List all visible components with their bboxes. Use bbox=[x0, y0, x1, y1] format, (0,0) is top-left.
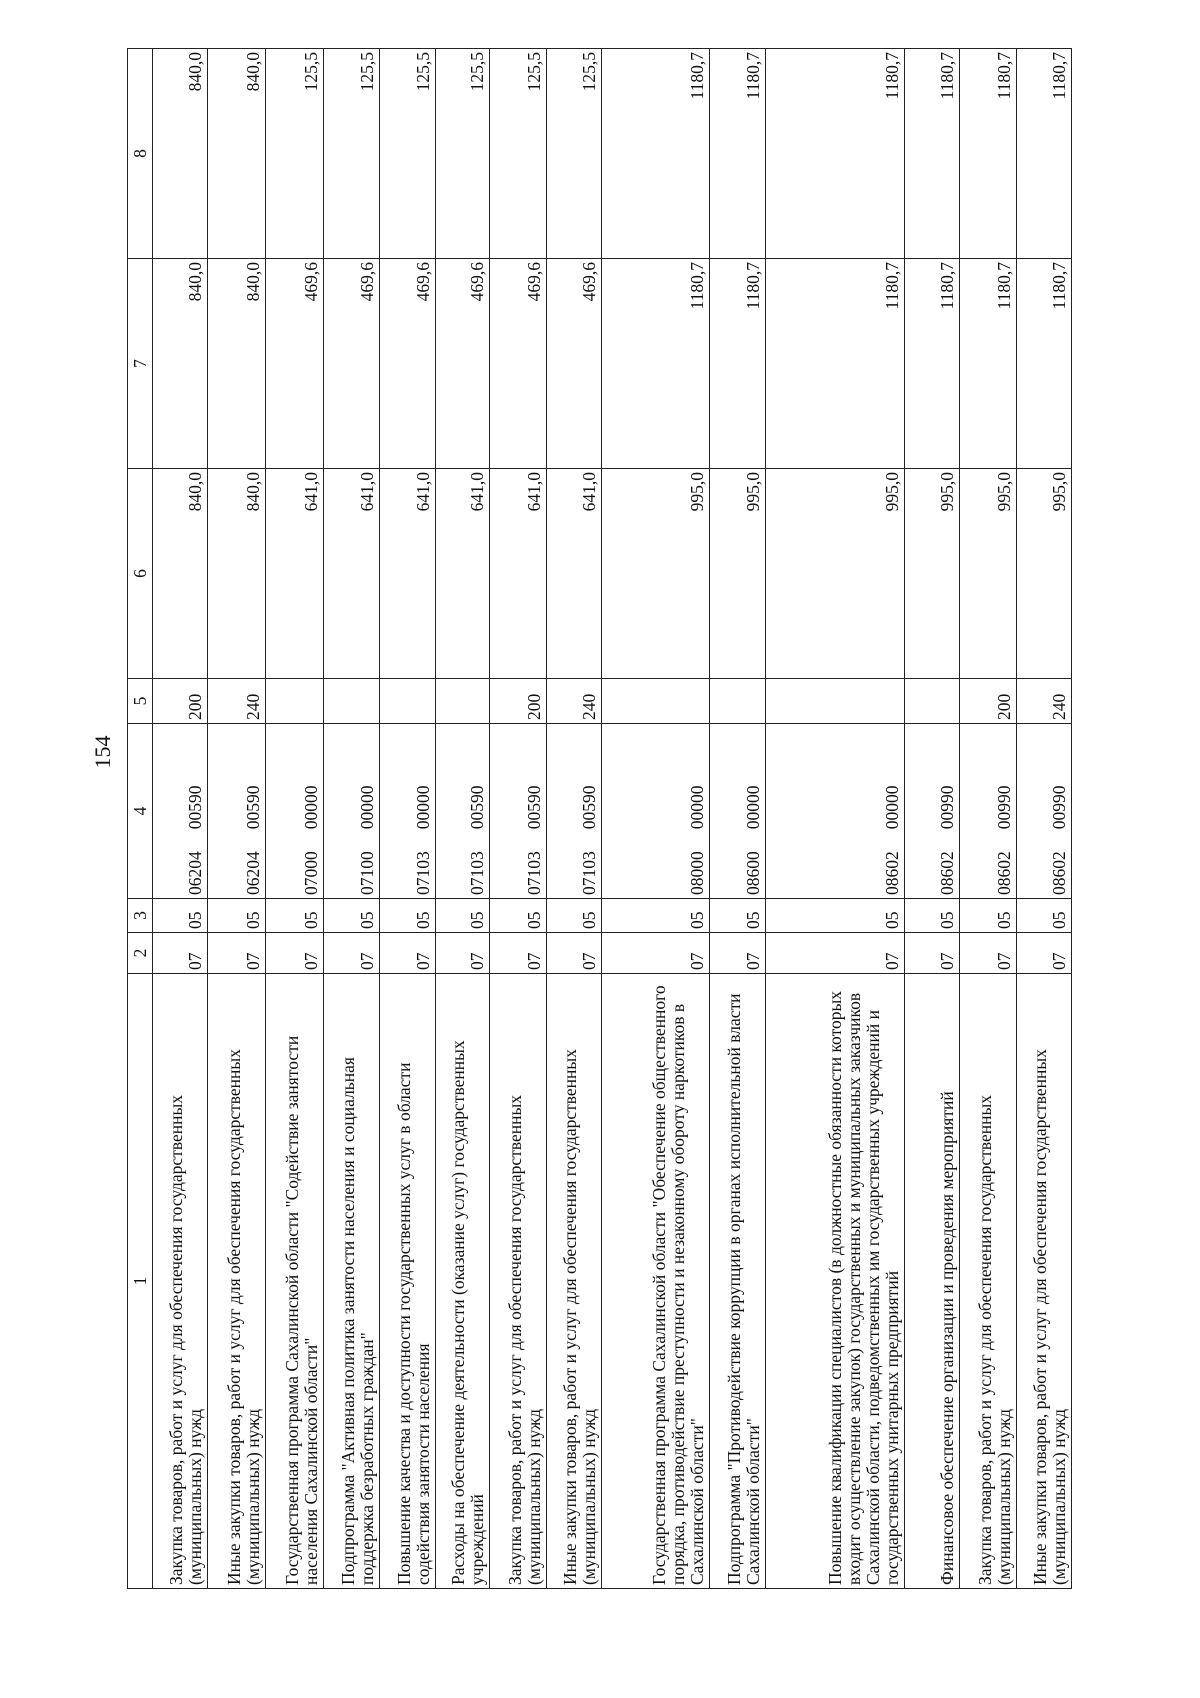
table-row bbox=[765, 49, 904, 1589]
table-row bbox=[379, 49, 435, 1589]
amount-col-8: 1180,7 bbox=[765, 49, 904, 259]
program-code: 07100 bbox=[356, 851, 377, 895]
amount-col-6: 995,0 bbox=[904, 469, 959, 679]
amount-col-6: 995,0 bbox=[601, 469, 709, 679]
program-code: 08602 bbox=[881, 851, 902, 895]
amount-col-6: 641,0 bbox=[546, 469, 601, 679]
direction-code: 00000 bbox=[413, 785, 434, 830]
program-code: 08602 bbox=[993, 851, 1014, 895]
program-code: 08000 bbox=[687, 851, 708, 895]
row-description: Закупка товаров, работ и услуг для обеспечения государственных (муниципальных) нужд bbox=[960, 974, 1016, 1589]
amount-col-6: 840,0 bbox=[208, 469, 266, 679]
subsection-code: 05 bbox=[265, 899, 324, 933]
amount-col-6: 641,0 bbox=[436, 469, 490, 679]
amount-col-8: 125,5 bbox=[324, 49, 379, 259]
section-code: 07 bbox=[379, 933, 435, 974]
expense-type-code bbox=[710, 679, 765, 724]
row-description: Повышение качества и доступности государственных услуг в области содействия занятости населения bbox=[379, 974, 435, 1589]
subsection-code: 05 bbox=[490, 899, 546, 933]
amount-col-6: 840,0 bbox=[153, 469, 208, 679]
target-article-code bbox=[710, 724, 765, 899]
target-article-code bbox=[436, 724, 490, 899]
target-article-code bbox=[208, 724, 266, 899]
amount-col-7: 840,0 bbox=[153, 259, 208, 469]
row-description: Закупка товаров, работ и услуг для обеспечения государственных (муниципальных) нужд bbox=[490, 974, 546, 1589]
subsection-code: 05 bbox=[546, 899, 601, 933]
amount-col-7: 1180,7 bbox=[960, 259, 1016, 469]
section-code: 07 bbox=[960, 933, 1016, 974]
budget-table-sheet bbox=[127, 49, 1072, 1589]
target-article-code bbox=[265, 724, 324, 899]
expense-type-code: 200 bbox=[490, 679, 546, 724]
column-header-2: 2 bbox=[128, 933, 153, 974]
expense-type-code bbox=[324, 679, 379, 724]
program-code: 06204 bbox=[242, 851, 263, 895]
column-header-3: 3 bbox=[128, 899, 153, 933]
row-description: Закупка товаров, работ и услуг для обеспечения государственных (муниципальных) нужд bbox=[153, 974, 208, 1589]
section-code: 07 bbox=[546, 933, 601, 974]
column-header-7: 7 bbox=[128, 259, 153, 469]
table-row bbox=[324, 49, 379, 1589]
amount-col-8: 1180,7 bbox=[601, 49, 709, 259]
table-row bbox=[601, 49, 709, 1589]
program-code: 08600 bbox=[742, 851, 763, 895]
direction-code: 00590 bbox=[578, 785, 599, 830]
row-description: Государственная программа Сахалинской области "Содействие занятости населения Сахалинской области" bbox=[265, 974, 324, 1589]
amount-col-8: 125,5 bbox=[546, 49, 601, 259]
table-row bbox=[546, 49, 601, 1589]
table-row bbox=[904, 49, 959, 1589]
section-code: 07 bbox=[436, 933, 490, 974]
subsection-code: 05 bbox=[710, 899, 765, 933]
direction-code: 00590 bbox=[467, 785, 488, 830]
direction-code: 00000 bbox=[356, 785, 377, 830]
amount-col-7: 469,6 bbox=[265, 259, 324, 469]
amount-col-8: 1180,7 bbox=[904, 49, 959, 259]
section-code: 07 bbox=[208, 933, 266, 974]
column-header-8: 8 bbox=[128, 49, 153, 259]
direction-code: 00000 bbox=[687, 785, 708, 830]
subsection-code: 05 bbox=[379, 899, 435, 933]
section-code: 07 bbox=[490, 933, 546, 974]
row-description: Иные закупки товаров, работ и услуг для обеспечения государственных (муниципальных) нужд bbox=[546, 974, 601, 1589]
table-header bbox=[128, 49, 153, 1589]
amount-col-7: 1180,7 bbox=[904, 259, 959, 469]
row-description: Иные закупки товаров, работ и услуг для обеспечения государственных (муниципальных) нужд bbox=[208, 974, 266, 1589]
amount-col-7: 1180,7 bbox=[601, 259, 709, 469]
amount-col-7: 840,0 bbox=[208, 259, 266, 469]
direction-code: 00990 bbox=[937, 785, 958, 830]
section-code: 07 bbox=[265, 933, 324, 974]
subsection-code: 05 bbox=[601, 899, 709, 933]
amount-col-8: 1180,7 bbox=[710, 49, 765, 259]
expense-type-code: 240 bbox=[546, 679, 601, 724]
amount-col-7: 469,6 bbox=[546, 259, 601, 469]
row-description: Государственная программа Сахалинской области "Обеспечение общественного порядка, противодействие преступности и незаконному обороту наркотиков в Сахалинской области" bbox=[601, 974, 709, 1589]
target-article-code bbox=[601, 724, 709, 899]
target-article-code bbox=[904, 724, 959, 899]
row-description: Иные закупки товаров, работ и услуг для обеспечения государственных (муниципальных) нужд bbox=[1016, 974, 1071, 1589]
amount-col-8: 125,5 bbox=[436, 49, 490, 259]
table-row bbox=[153, 49, 208, 1589]
table-row bbox=[208, 49, 266, 1589]
amount-col-7: 1180,7 bbox=[710, 259, 765, 469]
direction-code: 00990 bbox=[993, 785, 1014, 830]
expense-type-code: 200 bbox=[960, 679, 1016, 724]
subsection-code: 05 bbox=[960, 899, 1016, 933]
amount-col-6: 641,0 bbox=[379, 469, 435, 679]
subsection-code: 05 bbox=[765, 899, 904, 933]
amount-col-6: 641,0 bbox=[324, 469, 379, 679]
section-code: 07 bbox=[710, 933, 765, 974]
subsection-code: 05 bbox=[436, 899, 490, 933]
amount-col-7: 469,6 bbox=[490, 259, 546, 469]
column-header-6: 6 bbox=[128, 469, 153, 679]
target-article-code bbox=[153, 724, 208, 899]
expense-type-code bbox=[379, 679, 435, 724]
program-code: 06204 bbox=[185, 851, 206, 895]
amount-col-8: 1180,7 bbox=[960, 49, 1016, 259]
amount-col-7: 1180,7 bbox=[765, 259, 904, 469]
direction-code: 00590 bbox=[242, 785, 263, 830]
expense-type-code bbox=[904, 679, 959, 724]
target-article-code bbox=[490, 724, 546, 899]
amount-col-6: 995,0 bbox=[1016, 469, 1071, 679]
subsection-code: 05 bbox=[208, 899, 266, 933]
header-row bbox=[128, 49, 153, 1589]
program-code: 07000 bbox=[301, 851, 322, 895]
column-header-5: 5 bbox=[128, 679, 153, 724]
program-code: 07103 bbox=[523, 851, 544, 895]
subsection-code: 05 bbox=[153, 899, 208, 933]
amount-col-8: 840,0 bbox=[208, 49, 266, 259]
direction-code: 00590 bbox=[523, 785, 544, 830]
amount-col-7: 469,6 bbox=[379, 259, 435, 469]
target-article-code bbox=[379, 724, 435, 899]
row-description: Подпрограмма "Противодействие коррупции в органах исполнительной власти Сахалинской области" bbox=[710, 974, 765, 1589]
table-row bbox=[1016, 49, 1071, 1589]
target-article-code bbox=[765, 724, 904, 899]
row-description: Финансовое обеспечение организации и проведения мероприятий bbox=[904, 974, 959, 1589]
amount-col-8: 125,5 bbox=[379, 49, 435, 259]
amount-col-8: 840,0 bbox=[153, 49, 208, 259]
amount-col-7: 1180,7 bbox=[1016, 259, 1071, 469]
direction-code: 00000 bbox=[881, 785, 902, 830]
target-article-code bbox=[546, 724, 601, 899]
subsection-code: 05 bbox=[1016, 899, 1071, 933]
page-number: 154 bbox=[90, 735, 115, 769]
amount-col-8: 125,5 bbox=[490, 49, 546, 259]
program-code: 08602 bbox=[937, 851, 958, 895]
amount-col-6: 995,0 bbox=[960, 469, 1016, 679]
subsection-code: 05 bbox=[904, 899, 959, 933]
section-code: 07 bbox=[153, 933, 208, 974]
direction-code: 00000 bbox=[301, 785, 322, 830]
budget-table bbox=[127, 48, 1072, 1589]
table-row bbox=[960, 49, 1016, 1589]
section-code: 07 bbox=[1016, 933, 1071, 974]
amount-col-6: 641,0 bbox=[265, 469, 324, 679]
section-code: 07 bbox=[601, 933, 709, 974]
table-row bbox=[490, 49, 546, 1589]
amount-col-8: 1180,7 bbox=[1016, 49, 1071, 259]
amount-col-6: 995,0 bbox=[710, 469, 765, 679]
program-code: 07103 bbox=[578, 851, 599, 895]
table-row bbox=[710, 49, 765, 1589]
expense-type-code: 200 bbox=[153, 679, 208, 724]
expense-type-code bbox=[265, 679, 324, 724]
program-code: 07103 bbox=[413, 851, 434, 895]
section-code: 07 bbox=[904, 933, 959, 974]
direction-code: 00000 bbox=[742, 785, 763, 830]
section-code: 07 bbox=[765, 933, 904, 974]
target-article-code bbox=[324, 724, 379, 899]
amount-col-7: 469,6 bbox=[324, 259, 379, 469]
target-article-code bbox=[960, 724, 1016, 899]
amount-col-7: 469,6 bbox=[436, 259, 490, 469]
table-row bbox=[265, 49, 324, 1589]
section-code: 07 bbox=[324, 933, 379, 974]
expense-type-code bbox=[436, 679, 490, 724]
expense-type-code: 240 bbox=[208, 679, 266, 724]
expense-type-code bbox=[765, 679, 904, 724]
expense-type-code bbox=[601, 679, 709, 724]
table-row bbox=[436, 49, 490, 1589]
expense-type-code: 240 bbox=[1016, 679, 1071, 724]
amount-col-6: 995,0 bbox=[765, 469, 904, 679]
table-body bbox=[153, 49, 1072, 1589]
program-code: 07103 bbox=[467, 851, 488, 895]
direction-code: 00590 bbox=[185, 785, 206, 830]
row-description: Повышение квалификации специалистов (в должностные обязанности которых входит осуществление закупок) государственных и муниципальных заказчиков Сахалинской области, подведомственных им государственных учреждений и государственных унитарных предприятий bbox=[765, 974, 904, 1589]
program-code: 08602 bbox=[1049, 851, 1069, 895]
column-header-1: 1 bbox=[128, 974, 153, 1589]
row-description: Расходы на обеспечение деятельности (оказание услуг) государственных учреждений bbox=[436, 974, 490, 1589]
row-description: Подпрограмма "Активная политика занятости населения и социальная поддержка безработных граждан" bbox=[324, 974, 379, 1589]
subsection-code: 05 bbox=[324, 899, 379, 933]
column-header-4: 4 bbox=[128, 724, 153, 899]
amount-col-8: 125,5 bbox=[265, 49, 324, 259]
amount-col-6: 641,0 bbox=[490, 469, 546, 679]
direction-code: 00990 bbox=[1049, 785, 1069, 830]
target-article-code bbox=[1016, 724, 1071, 899]
